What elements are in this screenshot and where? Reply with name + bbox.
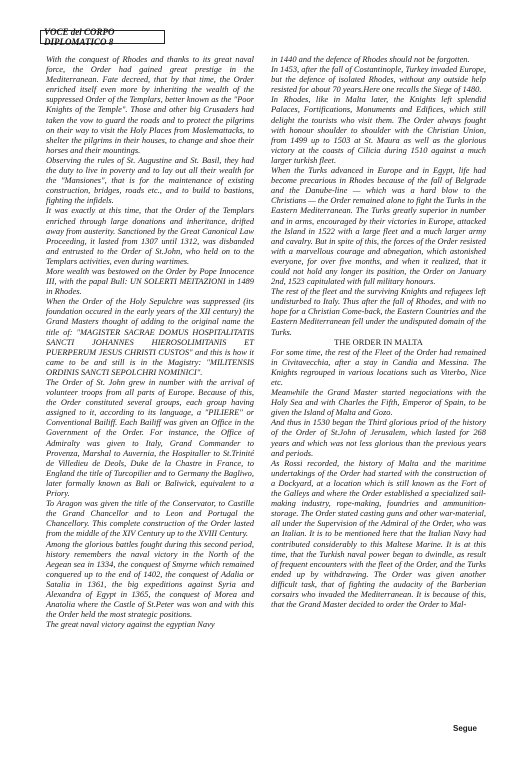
paragraph: And thus in 1530 began the Third glorious priod of the history of the Order of St.John of Jerusalem, which lasted for 268 years and which was not less glorious than the previous years and periods. xyxy=(271,417,486,458)
paragraph: The great naval victory against the egyptian Navy xyxy=(46,619,215,630)
paragraph: It was exactly at this time, that the Order of the Templars enriched through large donations and inheritance, drifted away from austerity. Sanctioned by the Great Canonical Law Proceeding, it lasted from 1307 until 1312, was disbanded and entrusted to the Order of St.John, who held on to the Templars activities, even during wartimes. xyxy=(46,205,254,266)
paragraph: To Aragon was given the title of the Conservator, to Castille the Grand Chancellor and to Leon and Portugal the Chancellory. This complete construction of the Order lasted from the middle of the XIV Century up to the XVIII Century. xyxy=(46,498,254,539)
publication-header xyxy=(40,27,165,47)
paragraph: For some time, the rest of the Fleet of the Order had remained in Civitavecchia, after a stay in Candia and Messina. The Knights regrouped in various locations such as Viterbo, Nice etc. xyxy=(271,346,486,387)
paragraph: With the conquest of Rhodes and thanks to its great naval force, the Order had gained great prestige in the Mediterranean. Fate decreed, that by that time, the Order enriched itself even more by inheriting the wealth of the suppressed Order of the Templars, better known as the "Poor Knights of the Temple". Those and other big Crusaders had taken the vow to guard the roads and to protect the pilgrims on their way to visit the Holy Places from Moslemattacks, to shelter the pilgrims in their houses, to change and shoe their horses and their mountings. xyxy=(46,54,254,155)
paragraph: Among the glorious battles fought during this second period, history remembers the naval victory in the North of the Aegean sea in 1334, the conquest of Smyrne which remained conquered up to the end of 1402, the conquest of Adalia or Satalia in 1361, the big expeditions against Syria and Alexandra of Egypt in 1365, the conquest of Morea and Anatolia where the Castle of St.Peter was won and with this the Order held the most strategic positions. xyxy=(46,538,254,620)
section-heading: THE ORDER IN MALTA xyxy=(334,336,423,347)
right-column xyxy=(271,54,486,609)
paragraph: When the Order of the Holy Sepulchre was suppressed (its foundation occured in the early years of the XII century) the Grand Masters thought of adding to the original name the title of: "MAGISTER SACRAE DOMUS HOSPITALITATIS SANCTI JOHANNES HIEROSOLIMITANIS ET PUERPERUM JESUS CHRISTI CUSTOS" and this is how it came to be and still is in the Magistry: "MILITENSIS ORDINIS SANCTI SEPOLCHRI NOMINICI". xyxy=(46,296,254,377)
paragraph: The Order of St. John grew in number with the arrival of volunteer troops from all parts of Europe. Because of this, the Order constituted several groups, each group having assigned to it, according to its language, a "PILIERE" or Conventional Bailiff. Each Bailiff was given an Office in the Government of the Order. For instance, the Office of Admiralty was given to Italy, Grand Commander to Provenza, Marshal to Auvernia, the Hospitaller to St.Trinité de Villedieu de Deols, Duke de la Chastre in France, to England the title of Turcopilier and to Germany the Bagliwo, later formally known as Bali or Baliwick, equivalent to a Priory. xyxy=(46,377,254,499)
paragraph: As Rossi recorded, the history of Malta and the maritime undertakings of the Order had started with the construction of a Dockyard, at a location which is still known as the Fort of the Galleys and where the Order established a specialized sail-making industry, rope-making, foundries and ammunition-storage. The Order stated casting guns and other war-material, all under the Supervision of the Admiral of the Order, who was an Italian. It is to be mentioned here that the Italian Navy had contributed considerably to this Maltese Marine. It is at this time, that the Turkish naval power began to dwindle, as result of frequent encounters with the fleet of the Order, and the Turks ended up by withdrawing. The Order was given another difficult task, that of fighting the audacity of the Barberian corsairs who invaded the Mediterranean. It is because of this, that the Grand Master decided to order the Order to Mal- xyxy=(271,457,486,610)
paragraph: More wealth was bestowed on the Order by Pope Innocence III, with the papal Bull: UN SOLERTI MEITAZIONI in 1489 in Rhodes. xyxy=(46,265,254,297)
left-column xyxy=(46,54,254,629)
paragraph: The rest of the fleet and the surviving Knights and refugees left undisturbed to Italy. Thus after the fall of Rhodes, and with no hope for a Christian Come-back, the Eastern Countries and the Eastern Mediterranean fell under the undisputed domain of the Turks. xyxy=(271,286,486,337)
paragraph: in 1440 and the defence of Rhodes should not be forgotten. xyxy=(271,54,470,64)
publication-title: VOCE del CORPO DIPLOMATICO 8 xyxy=(44,27,115,47)
paragraph: Meanwhile the Grand Master started negociations with the Holy Sea and with Charles the Fifth, Emperor of Spain, to be given the Island of Malta and Gozo. xyxy=(271,387,486,418)
continues-label: Segue xyxy=(452,724,477,733)
paragraph: In 1453, after the fall of Costantinople, Turkey invaded Europe, but the defence of isolated Rhodes, without any outside help resisted for about 70 years.Here one recalls the Siege of 1480. xyxy=(271,64,486,95)
paragraph: When the Turks advanced in Europe and in Egypt, life had become precarious in Rhodes because of the fall of Belgrade and the Danube-line — which was a hard blow to the Christians — the Order remained alone to fight the Turks in the Eastern Mediterranean. The Turks greatly superior in number and in arms, encouraged by their victories in Europe, attacked the Island in 1522 with a large fleet and a much larger army and cavalry. But in spite of this, the forces of the Order resisted with a marvellous courage and abnegation, which astonished everyone, for over five months, and when it realized, that it could not hold any longer its position, the Order on January 2nd, 1523 capitulated with full military honours. xyxy=(271,165,486,287)
paragraph: In Rhodes, like in Malta later, the Knights left splendid Palaces, Fortifications, Monuments and Edifices, which still delight the tourists who visit them. The Order always fought with honour shoulder to shoulder with the Christian Union, from 1499 up to 1503 at St. Maura as well as the glorious victory at the coasts of Cilicia during 1510 against a much larger turkish fleet. xyxy=(271,94,486,165)
paragraph: Observing the rules of St. Augustine and St. Basil, they had the duty to live in poverty and to lay out all their wealth for the "Mansiones", that is for the maintenance of existing construction, bridges, roads etc., and to build to bastions, fighting the infidels. xyxy=(46,154,254,206)
